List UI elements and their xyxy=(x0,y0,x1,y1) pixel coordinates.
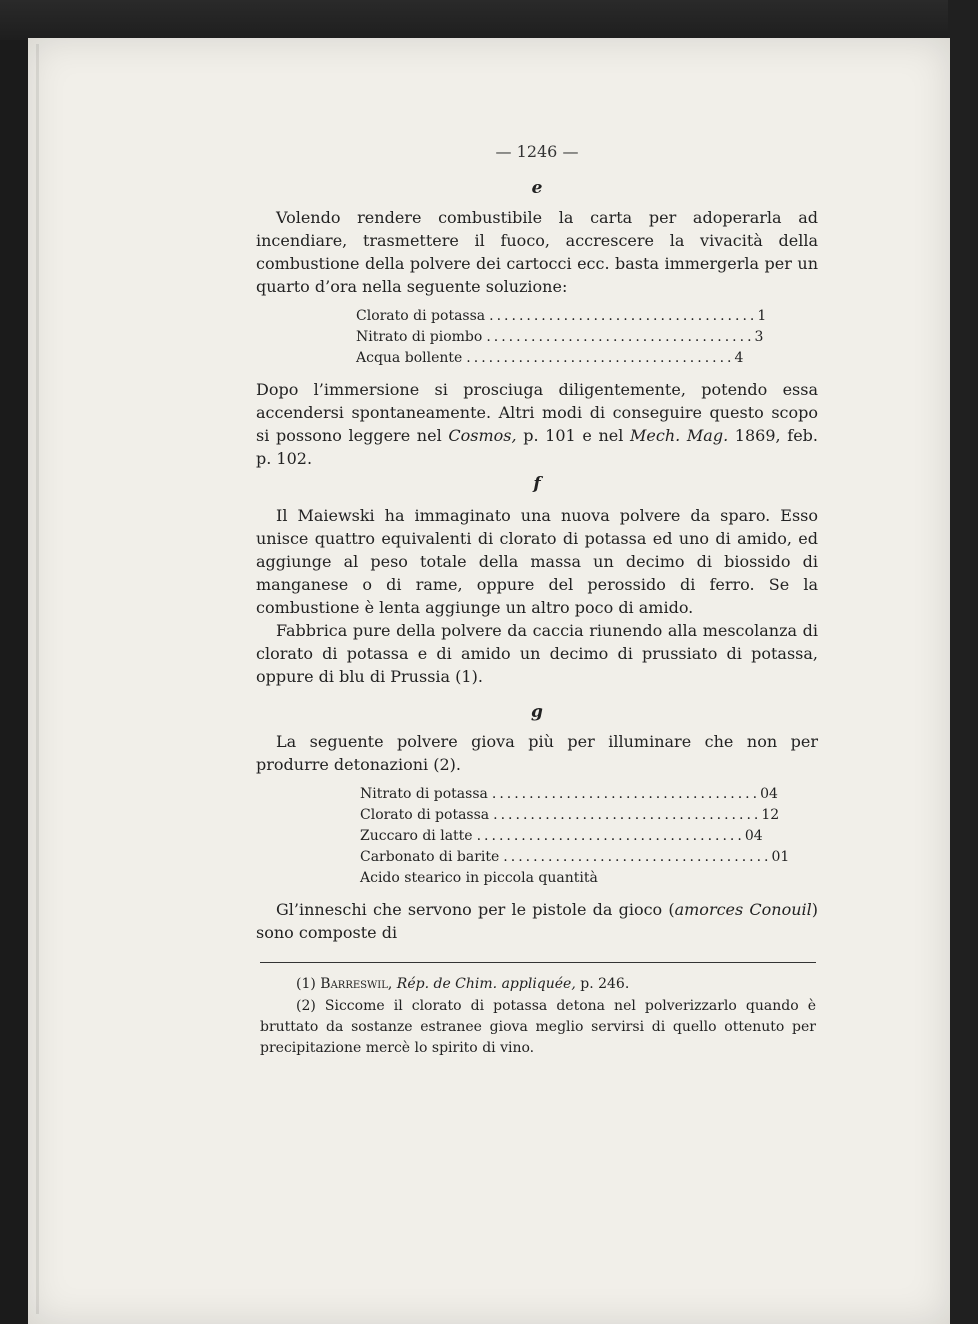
dot-leader: .................................... xyxy=(466,350,735,366)
recipe-row xyxy=(360,784,778,805)
section-letter-f: f xyxy=(533,474,541,494)
ingredient-amount: 04 xyxy=(744,828,763,844)
paragraph-f-2: Fabbrica pure della polvere da caccia riunendo alla mescolanza di clorato di potassa e di amido un decimo di prussiato di potassa, oppure di blu di Prussia (1). xyxy=(256,621,818,686)
recipe-row xyxy=(360,826,763,847)
footnote-marker: (1) xyxy=(296,976,316,992)
ingredient-name: Clorato di potassa xyxy=(360,807,490,823)
paragraph-f-1: Il Maiewski ha immaginato una nuova polvere da sparo. Esso unisce quattro equivalenti di clorato di potassa ed uno di amido, ed aggiunge al peso totale della massa un decimo di biossido di manganese o di rame, oppure del perossido di ferro. Se la combustione è lenta aggiunge un altro poco di amido. xyxy=(256,506,818,617)
ingredient-amount: 4 xyxy=(734,350,744,366)
recipe-row xyxy=(360,847,790,868)
ingredient-name: Clorato di potassa xyxy=(356,308,486,324)
foreign-term: amorces Conouil xyxy=(674,900,812,919)
journal-title-mech-mag: Mech. Mag. xyxy=(630,426,729,445)
recipe-row xyxy=(360,805,780,826)
para-text: ) sono composte di xyxy=(256,900,818,942)
ingredient-amount: 01 xyxy=(771,849,790,865)
ingredient-name: Carbonato di barite xyxy=(360,849,500,865)
dot-leader: .................................... xyxy=(476,828,745,844)
section-letter-e: e xyxy=(531,178,543,198)
dot-leader: .................................... xyxy=(503,849,772,865)
paragraph-e-2 xyxy=(256,378,818,470)
footnote-2: (2) Siccome il clorato di potassa detona nel polverizzarlo quando è bruttato da sostanze estranee giova meglio servirsi di quello ottenuto per precipitazione mercè lo spirito di vino. xyxy=(260,998,816,1056)
recipe-row xyxy=(356,327,764,348)
document-page xyxy=(28,38,950,1324)
footnote-source: Rép. de Chim. appliquée, xyxy=(396,976,576,992)
recipe-row xyxy=(356,306,767,327)
recipe-e xyxy=(356,306,767,369)
ingredient-name: Zuccaro di latte xyxy=(360,828,473,844)
journal-title-cosmos: Cosmos, xyxy=(448,426,517,445)
ingredient-name: Nitrato di piombo xyxy=(356,329,483,345)
ingredient-amount: 1 xyxy=(757,308,767,324)
recipe-note: Acido stearico in piccola quantità xyxy=(360,870,598,886)
scan-border-right xyxy=(948,0,978,1324)
recipe-g xyxy=(360,784,790,889)
footnote-1 xyxy=(260,974,816,995)
section-letter-g: g xyxy=(531,702,543,722)
dot-leader: .................................... xyxy=(491,786,761,802)
page-number: — 1246 — xyxy=(495,142,579,161)
paragraph-g-2 xyxy=(256,898,818,944)
footnote-page: p. 246. xyxy=(575,976,630,992)
ingredient-amount: 12 xyxy=(761,807,780,823)
scan-border-top xyxy=(0,0,978,40)
ingredient-amount: 3 xyxy=(754,329,764,345)
ingredient-amount: 04 xyxy=(760,786,778,802)
footnote-rule xyxy=(260,962,816,963)
recipe-row xyxy=(356,348,744,369)
paragraph-e-1: Volendo rendere combustibile la carta per adoperarla ad incendiare, trasmettere il fuoco, accrescere la vivacità della combustione della polvere dei cartocci ecc. basta immergerla per un quarto d’ora nella seguente soluzione: xyxy=(256,208,818,296)
dot-leader: .................................... xyxy=(489,308,758,324)
dot-leader: .................................... xyxy=(493,807,762,823)
ingredient-name: Acqua bollente xyxy=(356,350,463,366)
para-text: 1869, feb. p. 102. xyxy=(256,426,818,468)
para-text: Gl’inneschi che servono per le pistole da gioco ( xyxy=(276,900,675,919)
ingredient-name: Nitrato di potassa xyxy=(360,786,488,802)
footnote-author: Barreswil, xyxy=(320,976,393,992)
para-text: Dopo l’immersione si prosciuga diligentemente, potendo essa accendersi spontaneamente. Altri modi di conseguire questo scopo si possono leggere nel xyxy=(256,380,818,445)
para-text: p. 101 e nel xyxy=(516,426,631,445)
dot-leader: .................................... xyxy=(486,329,755,345)
paragraph-g-1: La seguente polvere giova più per illuminare che non per produrre detonazioni (2). xyxy=(256,732,818,774)
